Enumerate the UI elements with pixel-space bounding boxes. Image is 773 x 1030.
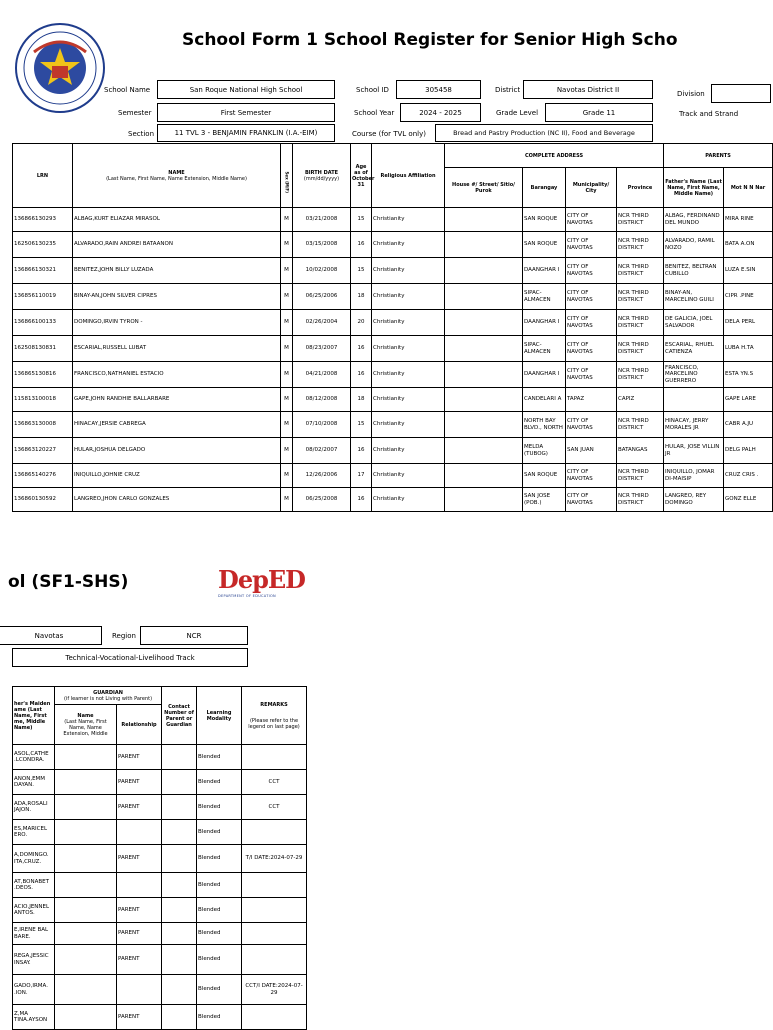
sex-cell: M <box>281 258 293 284</box>
table-row <box>13 388 773 412</box>
guardian-name-cell <box>55 873 117 898</box>
remarks-cell <box>242 873 307 898</box>
city-cell: CITY OF NAVOTAS <box>566 412 617 438</box>
modality-cell: Blended <box>197 945 242 975</box>
table-row <box>13 820 307 845</box>
father-name-cell: FRANCISCO, MARCELINO GUERRERO <box>664 362 724 388</box>
region-field: NCR <box>140 626 248 645</box>
birth-date-cell: 08/02/2007 <box>293 438 351 464</box>
religion-cell: Christianity <box>372 284 445 310</box>
relationship-cell: PARENT <box>117 745 162 770</box>
name-cell: INIQUILLO,JOHNIE CRUZ <box>73 464 281 488</box>
table-row <box>13 208 773 232</box>
sex-cell: M <box>281 388 293 412</box>
lrn-cell: 136863120227 <box>13 438 73 464</box>
age-cell: 20 <box>351 310 372 336</box>
school-name-field: San Roque National High School <box>157 80 335 99</box>
age-header: Age as of October 31 <box>351 144 372 208</box>
name-cell: ESCARIAL,RUSSELL LUBAT <box>73 336 281 362</box>
modality-cell: Blended <box>197 898 242 923</box>
school-year-label: School Year <box>354 109 395 117</box>
city-cell: CITY OF NAVOTAS <box>566 362 617 388</box>
district-label: District <box>495 86 521 94</box>
contact-cell <box>162 873 197 898</box>
table-row <box>13 438 773 464</box>
contact-cell <box>162 975 197 1005</box>
barangay-cell: SAN ROQUE <box>523 208 566 232</box>
table-row <box>13 745 307 770</box>
birth-date-cell: 02/26/2004 <box>293 310 351 336</box>
modality-cell: Blended <box>197 770 242 795</box>
sex-cell: M <box>281 284 293 310</box>
table-row <box>13 873 307 898</box>
name-header: NAME (Last Name, First Name, Name Extension, Middle Name) <box>73 144 281 208</box>
sex-cell: M <box>281 438 293 464</box>
mother-maiden-cell: ASOL,CATHE .LCONDRA. <box>13 745 55 770</box>
age-cell: 16 <box>351 232 372 258</box>
father-name-cell: HINACAY, JERRY MORALES JR <box>664 412 724 438</box>
barangay-cell: MELDA (TUBOG) <box>523 438 566 464</box>
mother-maiden-cell: ES,MARICEL ERO. <box>13 820 55 845</box>
province-cell: NCR THIRD DISTRICT <box>617 310 664 336</box>
lrn-header: LRN <box>13 144 73 208</box>
father-name-cell: BENITEZ, BELTRAN CUBILLO <box>664 258 724 284</box>
sex-cell: M <box>281 362 293 388</box>
contact-cell <box>162 1005 197 1030</box>
school-id-field: 305458 <box>396 80 481 99</box>
remarks-cell <box>242 945 307 975</box>
barangay-cell: NORTH BAY BLVD., NORTH <box>523 412 566 438</box>
mother-name-cell: DELA PERL <box>724 310 773 336</box>
birth-date-header: BIRTH DATE (mm/dd/yyyy) <box>293 144 351 208</box>
name-cell: ALBAG,KURT ELIAZAR MIRASOL <box>73 208 281 232</box>
remarks-cell: CCT <box>242 770 307 795</box>
region-label: Region <box>112 632 136 640</box>
table-row <box>13 284 773 310</box>
remarks-cell: CCT <box>242 795 307 820</box>
mother-name-cell: LUBA H.TA <box>724 336 773 362</box>
religion-cell: Christianity <box>372 464 445 488</box>
father-name-cell: ALVARADO, RAMIL NOZO <box>664 232 724 258</box>
religion-cell: Christianity <box>372 258 445 284</box>
father-name-cell: ESCARIAL, RHUEL CATIENZA <box>664 336 724 362</box>
birth-date-cell: 08/23/2007 <box>293 336 351 362</box>
barangay-cell: SAN ROQUE <box>523 232 566 258</box>
religion-cell: Christianity <box>372 488 445 512</box>
mother-name-cell: GAPE LARE <box>724 388 773 412</box>
deped-logo: DepED DEPARTMENT OF EDUCATION <box>218 565 305 598</box>
relationship-header: Relationship <box>117 705 162 745</box>
name-cell: ALVARADO,RAIN ANDREI BATAANON <box>73 232 281 258</box>
province-cell: NCR THIRD DISTRICT <box>617 258 664 284</box>
contact-cell <box>162 923 197 945</box>
guardian-name-header: Name (Last Name, First Name, Name Extension, Middle <box>55 705 117 745</box>
age-cell: 15 <box>351 412 372 438</box>
birth-date-cell: 07/10/2008 <box>293 412 351 438</box>
guardian-name-cell <box>55 975 117 1005</box>
table-row <box>13 310 773 336</box>
contact-cell <box>162 945 197 975</box>
learner-register-table <box>12 143 773 512</box>
father-name-cell <box>664 388 724 412</box>
religion-cell: Christianity <box>372 310 445 336</box>
house-cell <box>445 412 523 438</box>
contact-header: Contact Number of Parent or Guardian <box>162 687 197 745</box>
section-field: 11 TVL 3 - BENJAMIN FRANKLIN (I.A.-EIM) <box>157 124 335 142</box>
table-row <box>13 336 773 362</box>
address-header: COMPLETE ADDRESS <box>445 144 664 168</box>
city-cell: CITY OF NAVOTAS <box>566 336 617 362</box>
sex-cell: M <box>281 412 293 438</box>
remarks-cell: T/I DATE:2024-07-29 <box>242 845 307 873</box>
father-name-cell: DE GALICIA, JOEL SALVADOR <box>664 310 724 336</box>
division-value-field: Navotas <box>0 626 102 645</box>
sex-cell: M <box>281 464 293 488</box>
mother-name-cell: CRUZ CRIS . <box>724 464 773 488</box>
modality-cell: Blended <box>197 975 242 1005</box>
city-cell: CITY OF NAVOTAS <box>566 208 617 232</box>
province-cell: CAPIZ <box>617 388 664 412</box>
religion-cell: Christianity <box>372 362 445 388</box>
barangay-cell: SAN JOSE (POB.) <box>523 488 566 512</box>
name-cell: HULAR,JOSHUA DELGADO <box>73 438 281 464</box>
barangay-cell: DAANGHAR I <box>523 258 566 284</box>
division-field <box>711 84 771 103</box>
division-label: Division <box>677 90 705 98</box>
sex-cell: M <box>281 310 293 336</box>
guardian-table <box>12 686 307 1030</box>
remarks-cell <box>242 1005 307 1030</box>
mother-name-cell: BATA A.ON <box>724 232 773 258</box>
sex-header: Sex (M/F) <box>281 144 293 208</box>
grade-level-field: Grade 11 <box>545 103 653 122</box>
lrn-cell: 136866100133 <box>13 310 73 336</box>
mother-name-cell: LUZA E.SIN <box>724 258 773 284</box>
table-row <box>13 232 773 258</box>
province-header: Province <box>617 168 664 208</box>
course-field: Bread and Pastry Production (NC II), Food and Beverage <box>435 124 653 142</box>
deped-seal-logo <box>14 22 106 114</box>
guardian-name-cell <box>55 770 117 795</box>
name-cell: HINACAY,JERSIE CABREGA <box>73 412 281 438</box>
page2-title: ol (SF1-SHS) <box>8 572 129 592</box>
name-cell: DOMINGO,IRVIN TYRON - <box>73 310 281 336</box>
city-cell: TAPAZ <box>566 388 617 412</box>
modality-cell: Blended <box>197 845 242 873</box>
barangay-cell: DAANGHAR I <box>523 362 566 388</box>
mother-name-cell: MIRA RINE <box>724 208 773 232</box>
table-row <box>13 923 307 945</box>
semester-field: First Semester <box>157 103 335 122</box>
father-name-cell: LANGREO, REY DOMINGO <box>664 488 724 512</box>
name-cell: BENITEZ,JOHN BILLY LUZADA <box>73 258 281 284</box>
mother-maiden-cell: GADO,IRMA. .ION. <box>13 975 55 1005</box>
mother-maiden-cell: ANON,EMM DAYAN. <box>13 770 55 795</box>
religion-header: Religious Affiliation <box>372 144 445 208</box>
house-header: House #/ Street/ Sitio/ Purok <box>445 168 523 208</box>
religion-cell: Christianity <box>372 336 445 362</box>
school-name-label: School Name <box>104 86 151 94</box>
province-cell: NCR THIRD DISTRICT <box>617 362 664 388</box>
barangay-cell: DAANGHAR I <box>523 310 566 336</box>
city-cell: CITY OF NAVOTAS <box>566 258 617 284</box>
mother-header: Mot N N Nar <box>724 168 773 208</box>
lrn-cell: 162506130235 <box>13 232 73 258</box>
house-cell <box>445 284 523 310</box>
mother-maiden-header: her's Maiden ame (Last Name, First me, Middle Name) <box>13 687 55 745</box>
table-row <box>13 362 773 388</box>
relationship-cell <box>117 873 162 898</box>
father-name-cell: ALBAG, FERDINAND DEL MUNDO <box>664 208 724 232</box>
lrn-cell: 115813100018 <box>13 388 73 412</box>
contact-cell <box>162 795 197 820</box>
district-field: Navotas District II <box>523 80 653 99</box>
remarks-cell <box>242 820 307 845</box>
age-cell: 16 <box>351 336 372 362</box>
house-cell <box>445 208 523 232</box>
father-name-cell: BINAY-AN, MARCELINO GUILI <box>664 284 724 310</box>
city-cell: CITY OF NAVOTAS <box>566 284 617 310</box>
lrn-cell: 136860130592 <box>13 488 73 512</box>
name-cell: GAPE,JOHN RANDHIE BALLARBARE <box>73 388 281 412</box>
mother-name-cell: DELG PALH <box>724 438 773 464</box>
lrn-cell: 136865130816 <box>13 362 73 388</box>
house-cell <box>445 232 523 258</box>
mother-maiden-cell: AT,BONABET .DEOS. <box>13 873 55 898</box>
name-cell: BINAY-AN,JOHN SILVER CIPRES <box>73 284 281 310</box>
age-cell: 16 <box>351 362 372 388</box>
contact-cell <box>162 845 197 873</box>
school-year-field: 2024 - 2025 <box>400 103 481 122</box>
city-cell: CITY OF NAVOTAS <box>566 464 617 488</box>
mother-maiden-cell: ADA,ROSALI JAJON. <box>13 795 55 820</box>
relationship-cell: PARENT <box>117 898 162 923</box>
birth-date-cell: 03/21/2008 <box>293 208 351 232</box>
mother-name-cell: CIPR .PINE <box>724 284 773 310</box>
remarks-cell <box>242 923 307 945</box>
age-cell: 18 <box>351 388 372 412</box>
mother-name-cell: GONZ ELLE <box>724 488 773 512</box>
barangay-cell: SIPAC-ALMACEN <box>523 284 566 310</box>
course-label: Course (for TVL only) <box>352 130 426 138</box>
contact-cell <box>162 898 197 923</box>
relationship-cell: PARENT <box>117 795 162 820</box>
sex-cell: M <box>281 488 293 512</box>
table-row <box>13 464 773 488</box>
table-row <box>13 975 307 1005</box>
modality-cell: Blended <box>197 820 242 845</box>
guardian-name-cell <box>55 1005 117 1030</box>
guardian-name-cell <box>55 795 117 820</box>
modality-cell: Blended <box>197 745 242 770</box>
mother-maiden-cell: REGA,JESSIC INSAY. <box>13 945 55 975</box>
province-cell: NCR THIRD DISTRICT <box>617 464 664 488</box>
house-cell <box>445 362 523 388</box>
birth-date-cell: 06/25/2008 <box>293 488 351 512</box>
modality-header: Learning Modality <box>197 687 242 745</box>
relationship-cell: PARENT <box>117 1005 162 1030</box>
barangay-cell: CANDELARI A <box>523 388 566 412</box>
lrn-cell: 136866130293 <box>13 208 73 232</box>
page-title: School Form 1 School Register for Senior High Scho <box>182 30 678 50</box>
name-cell: FRANCISCO,NATHANIEL ESTACIO <box>73 362 281 388</box>
house-cell <box>445 388 523 412</box>
birth-date-cell: 03/15/2008 <box>293 232 351 258</box>
contact-cell <box>162 820 197 845</box>
province-cell: NCR THIRD DISTRICT <box>617 412 664 438</box>
province-cell: NCR THIRD DISTRICT <box>617 336 664 362</box>
table-row <box>13 795 307 820</box>
age-cell: 16 <box>351 488 372 512</box>
barangay-cell: SAN ROQUE <box>523 464 566 488</box>
barangay-header: Barangay <box>523 168 566 208</box>
religion-cell: Christianity <box>372 208 445 232</box>
sex-cell: M <box>281 336 293 362</box>
religion-cell: Christianity <box>372 412 445 438</box>
sex-cell: M <box>281 232 293 258</box>
father-header: Father's Name (Last Name, First Name, Middle Name) <box>664 168 724 208</box>
mother-maiden-cell: Z,MA TINA.AYSON <box>13 1005 55 1030</box>
mother-name-cell: CABR A.JU <box>724 412 773 438</box>
semester-label: Semester <box>118 109 152 117</box>
city-cell: CITY OF NAVOTAS <box>566 232 617 258</box>
house-cell <box>445 336 523 362</box>
parents-header: PARENTS <box>664 144 773 168</box>
guardian-name-cell <box>55 845 117 873</box>
relationship-cell: PARENT <box>117 923 162 945</box>
birth-date-cell: 08/12/2008 <box>293 388 351 412</box>
mother-maiden-cell: ACIO,JENNEL ANTOS. <box>13 898 55 923</box>
modality-cell: Blended <box>197 873 242 898</box>
age-cell: 18 <box>351 284 372 310</box>
province-cell: NCR THIRD DISTRICT <box>617 488 664 512</box>
religion-cell: Christianity <box>372 232 445 258</box>
religion-cell: Christianity <box>372 438 445 464</box>
birth-date-cell: 04/21/2008 <box>293 362 351 388</box>
relationship-cell <box>117 975 162 1005</box>
age-cell: 15 <box>351 258 372 284</box>
house-cell <box>445 258 523 284</box>
religion-cell: Christianity <box>372 388 445 412</box>
house-cell <box>445 464 523 488</box>
province-cell: NCR THIRD DISTRICT <box>617 284 664 310</box>
table-row <box>13 770 307 795</box>
birth-date-cell: 06/25/2006 <box>293 284 351 310</box>
lrn-cell: 136866130321 <box>13 258 73 284</box>
sex-cell: M <box>281 208 293 232</box>
school-id-label: School ID <box>356 86 389 94</box>
age-cell: 15 <box>351 208 372 232</box>
remarks-cell <box>242 898 307 923</box>
table-row <box>13 945 307 975</box>
age-cell: 17 <box>351 464 372 488</box>
city-cell: CITY OF NAVOTAS <box>566 310 617 336</box>
city-cell: CITY OF NAVOTAS <box>566 488 617 512</box>
birth-date-cell: 10/02/2008 <box>293 258 351 284</box>
contact-cell <box>162 770 197 795</box>
lrn-cell: 136856110019 <box>13 284 73 310</box>
mother-name-cell: ESTA YN.S <box>724 362 773 388</box>
modality-cell: Blended <box>197 1005 242 1030</box>
table-row <box>13 488 773 512</box>
mother-maiden-cell: E,IRENE BAL BARE. <box>13 923 55 945</box>
section-label: Section <box>128 130 155 138</box>
remarks-header: REMARKS (Please refer to the legend on last page) <box>242 687 307 745</box>
house-cell <box>445 310 523 336</box>
house-cell <box>445 438 523 464</box>
guardian-name-cell <box>55 923 117 945</box>
province-cell: BATANGAS <box>617 438 664 464</box>
name-cell: LANGREO,JHON CARLO GONZALES <box>73 488 281 512</box>
relationship-cell: PARENT <box>117 945 162 975</box>
barangay-cell: SIPAC-ALMACEN <box>523 336 566 362</box>
municipality-header: Municipality/ City <box>566 168 617 208</box>
grade-level-label: Grade Level <box>496 109 539 117</box>
modality-cell: Blended <box>197 795 242 820</box>
province-cell: NCR THIRD DISTRICT <box>617 208 664 232</box>
guardian-name-cell <box>55 945 117 975</box>
track-strand-label: Track and Strand <box>679 110 739 118</box>
guardian-header: GUARDIAN (if learner is not Living with Parent) <box>55 687 162 705</box>
guardian-name-cell <box>55 745 117 770</box>
table-row <box>13 898 307 923</box>
mother-maiden-cell: A,DOMINGO. ITA,CRUZ. <box>13 845 55 873</box>
guardian-name-cell <box>55 820 117 845</box>
father-name-cell: HULAR, JOSE VILLIN JR <box>664 438 724 464</box>
lrn-cell: 136863130008 <box>13 412 73 438</box>
table-row <box>13 1005 307 1030</box>
age-cell: 16 <box>351 438 372 464</box>
remarks-cell <box>242 745 307 770</box>
table-row <box>13 258 773 284</box>
track-field: Technical-Vocational-Livelihood Track <box>12 648 248 667</box>
lrn-cell: 136865140276 <box>13 464 73 488</box>
relationship-cell: PARENT <box>117 770 162 795</box>
table-row <box>13 412 773 438</box>
guardian-name-cell <box>55 898 117 923</box>
contact-cell <box>162 745 197 770</box>
city-cell: SAN JUAN <box>566 438 617 464</box>
father-name-cell: INIQUILLO, JOMAR DI-MAISIP <box>664 464 724 488</box>
house-cell <box>445 488 523 512</box>
lrn-cell: 162508130831 <box>13 336 73 362</box>
birth-date-cell: 12/26/2006 <box>293 464 351 488</box>
province-cell: NCR THIRD DISTRICT <box>617 232 664 258</box>
remarks-cell: CCT/I DATE:2024-07-29 <box>242 975 307 1005</box>
table-row <box>13 845 307 873</box>
modality-cell: Blended <box>197 923 242 945</box>
relationship-cell: PARENT <box>117 845 162 873</box>
relationship-cell <box>117 820 162 845</box>
